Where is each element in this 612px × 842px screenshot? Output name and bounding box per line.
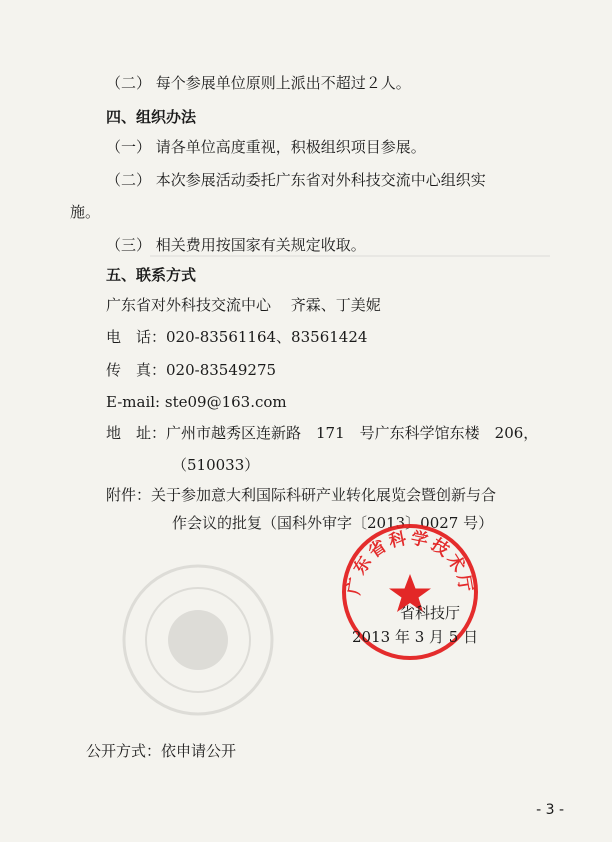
- contact-fax: [106, 363, 276, 378]
- contact-email: [106, 395, 287, 410]
- attachment-text-1: 关于参加意大利国际科研产业转化展览会暨创新与合: [151, 486, 497, 504]
- section-4-title: 四、组织办法: [106, 108, 197, 126]
- contact-address: [106, 426, 538, 441]
- item-4-2-line2: 施。: [70, 203, 101, 221]
- ghost-seal-graphic: [118, 560, 278, 720]
- address-label: 地 址：: [106, 424, 167, 442]
- fax-value: 020-83549275: [166, 361, 277, 379]
- signature-date: 2013 年 3 月 5 日: [352, 628, 479, 646]
- contact-org-people: 广东省对外科技交流中心 齐霖、丁美妮: [106, 296, 381, 314]
- contact-phone: [106, 330, 367, 345]
- svg-text:广东省科学技术厅: 广东省科学技术厅: [344, 528, 476, 597]
- item-4-1: （一） 请各单位高度重视，积极组织项目参展。: [106, 138, 426, 156]
- attachment-label: 附件：: [106, 486, 152, 504]
- email-label: E-mail:: [106, 393, 161, 411]
- item-4-3: （三） 相关费用按国家有关规定收取。: [106, 236, 366, 254]
- fax-label: 传 真：: [106, 361, 167, 379]
- item-4-2-line1: （二） 本次参展活动委托广东省对外科技交流中心组织实: [106, 171, 486, 189]
- disclosure-note: 公开方式：依申请公开: [86, 742, 237, 760]
- signature-org: 省科技厅: [400, 604, 461, 622]
- email-value: ste09@163.com: [164, 393, 287, 411]
- attachment-line2: 作会议的批复（国科外审字〔2013〕0027 号）: [172, 514, 494, 532]
- section-5-title: 五、联系方式: [106, 266, 197, 284]
- phone-label: 电 话：: [106, 328, 167, 346]
- page-number: - 3 -: [536, 802, 564, 818]
- phone-value: 020-83561164、83561424: [166, 328, 368, 346]
- attachment-line1: [106, 488, 496, 503]
- contact-postcode: （510033）: [172, 456, 260, 474]
- address-value: 广州市越秀区连新路 171 号广东科学馆东楼 206，: [166, 424, 539, 442]
- item-2-2: （二） 每个参展单位原则上派出不超过２人。: [106, 74, 411, 92]
